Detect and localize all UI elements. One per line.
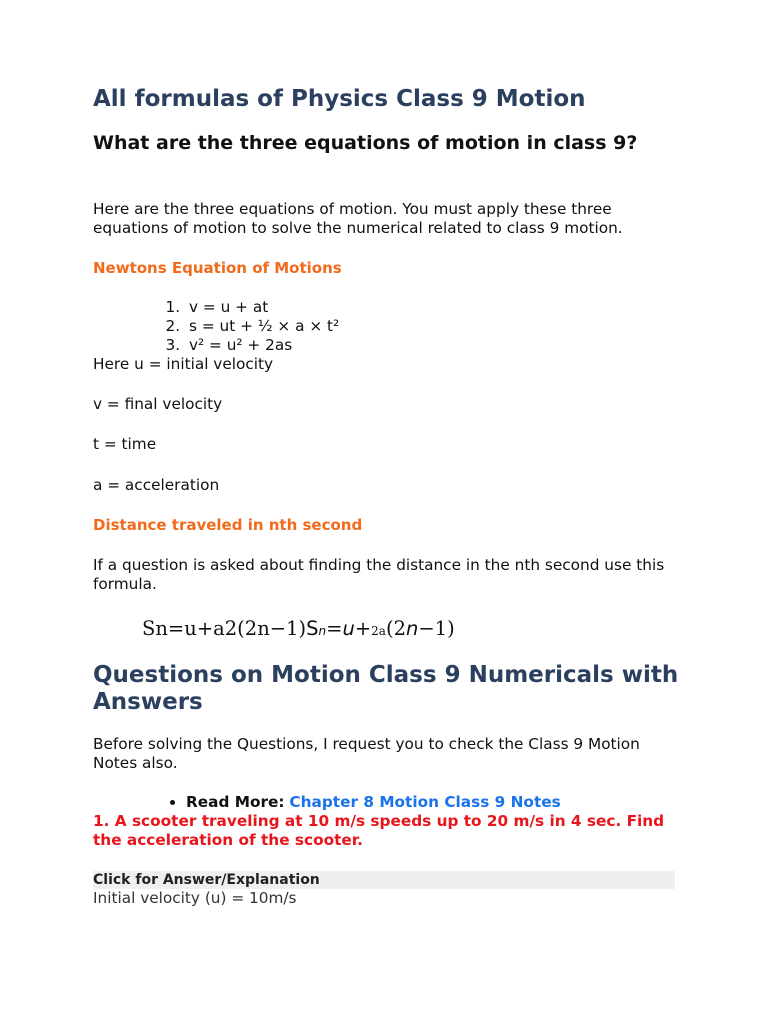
before-solving-text: Before solving the Questions, I request you to check the Class 9 Motion Notes also.	[93, 735, 640, 772]
formula-s: S	[306, 617, 319, 640]
equation-item: 3. v² = u² + 2as	[185, 336, 339, 355]
equation-item: 1. v = u + at	[185, 298, 339, 317]
read-more-label: Read More:	[186, 793, 285, 811]
variable-u: Here u = initial velocity	[93, 355, 274, 373]
intro-paragraph: Here are the three equations of motion. You must apply these three equations of motion to solve the numerical related to class 9 motion.	[93, 200, 623, 237]
motion-notes-link[interactable]: Chapter 8 Motion Class 9 Notes	[289, 793, 561, 811]
formula-n-sub: n	[318, 624, 327, 638]
formula-paren-close: −1)	[418, 617, 455, 640]
formula-plus: +	[354, 617, 372, 640]
answer-text: Initial velocity (u) = 10m/s	[93, 889, 297, 907]
variable-t: t = time	[93, 435, 157, 453]
formula-u: u	[342, 617, 355, 640]
equations-list	[93, 298, 339, 355]
page-title: All formulas of Physics Class 9 Motion	[93, 86, 586, 112]
questions-heading: Questions on Motion Class 9 Numericals with Answers	[93, 662, 679, 715]
equation-item: 2. s = ut + ½ × a × t²	[185, 317, 339, 336]
answer-toggle[interactable]: Click for Answer/Explanation	[93, 871, 675, 889]
nth-second-heading: Distance traveled in nth second	[93, 516, 363, 534]
read-more-item	[186, 792, 561, 812]
newton-heading: Newtons Equation of Motions	[93, 259, 342, 277]
read-more-list	[93, 792, 561, 812]
formula-n: n	[405, 617, 419, 640]
variable-a: a = acceleration	[93, 476, 220, 494]
question-1: 1. A scooter traveling at 10 m/s speeds up to 20 m/s in 4 sec. Find the acceleration of the scooter.	[93, 812, 665, 849]
formula-paren-open: (2	[385, 617, 406, 640]
nth-second-formula	[142, 617, 455, 640]
formula-plain: Sn=u+a2(2n−1)	[142, 617, 307, 640]
question-heading: What are the three equations of motion in class 9?	[93, 132, 638, 154]
formula-equals: =	[326, 617, 343, 640]
formula-a2: 2a	[371, 624, 386, 638]
variable-v: v = final velocity	[93, 395, 223, 413]
nth-second-text: If a question is asked about finding the distance in the nth second use this formula.	[93, 556, 665, 593]
